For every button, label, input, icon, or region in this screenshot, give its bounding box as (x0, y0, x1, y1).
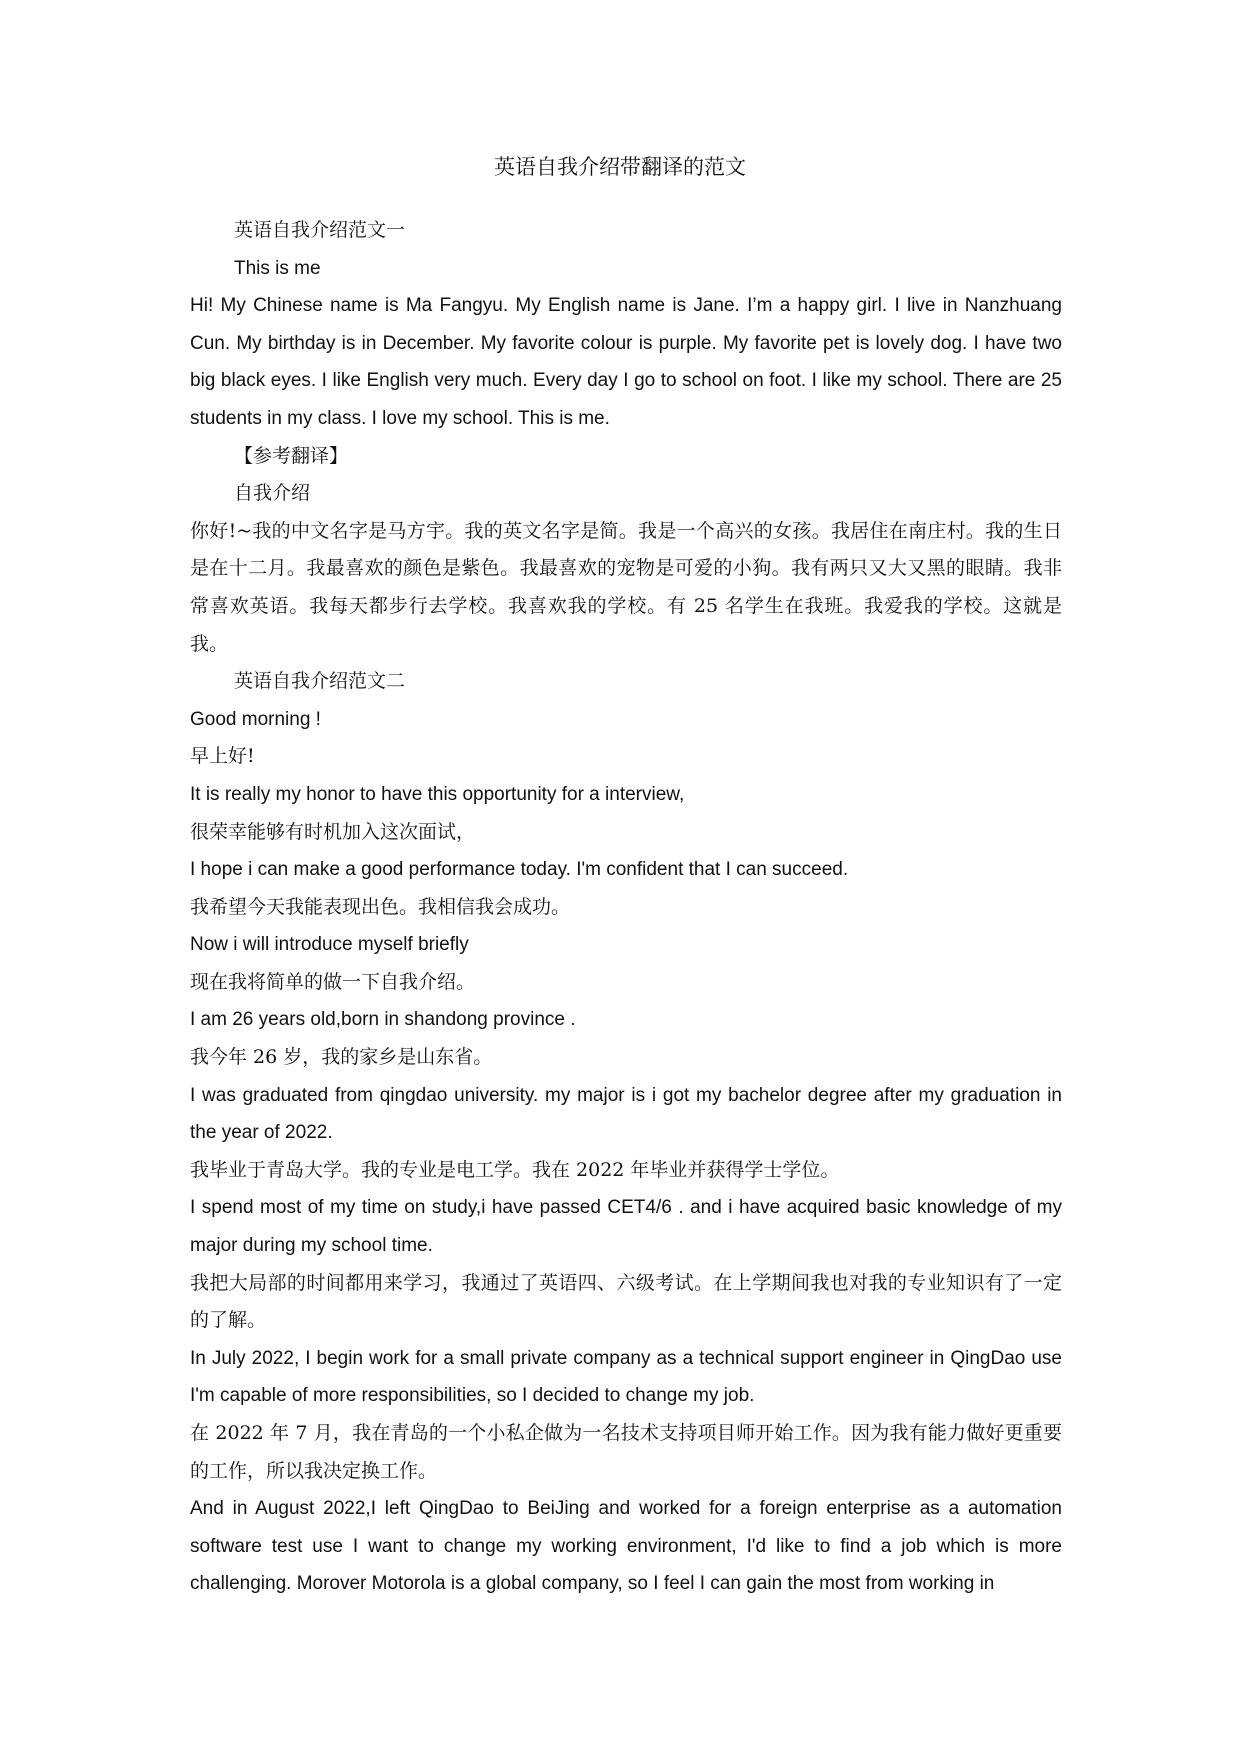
paragraph: 现在我将简单的做一下自我介绍。 (190, 970, 476, 993)
paragraph: It is really my honor to have this opportunity for a interview, (190, 783, 685, 805)
paragraph: Now i will introduce myself briefly (190, 934, 469, 956)
paragraph: 我把大局部的时间都用来学习，我通过了英语四、六级考试。在上学期间我也对我的专业知识有了一定的了解。 (190, 1271, 1062, 1332)
paragraph: I was graduated from qingdao university. my major is i got my bachelor degree after my graduation in the year of 2022. (190, 1084, 1062, 1144)
paragraph: 你好!~我的中文名字是马方宇。我的英文名字是简。我是一个高兴的女孩。我居住在南庄村。我的生日是在十二月。我最喜欢的颜色是紫色。我最喜欢的宠物是可爱的小狗。我有两只又大又黑的眼睛。我非常喜欢英语。我每天都步行去学校。我喜欢我的学校。有 25 名学生在我班。我爱我的学校。这就是我。 (190, 519, 1062, 655)
document-body (190, 212, 1062, 1603)
paragraph: 早上好! (190, 745, 255, 768)
paragraph: 在 2022 年 7 月，我在青岛的一个小私企做为一名技术支持项目师开始工作。因为我有能力做好更重要的工作，所以我决定换工作。 (190, 1422, 1062, 1482)
paragraph: 我毕业于青岛大学。我的专业是电工学。我在 2022 年毕业并获得学士学位。 (190, 1158, 840, 1181)
paragraph: 英语自我介绍范文二 (234, 670, 406, 693)
paragraph: 自我介绍 (234, 482, 311, 505)
paragraph: 【参考翻译】 (234, 444, 349, 467)
paragraph: I spend most of my time on study,i have passed CET4/6 . and i have acquired basic knowledge of my major during my school time. (190, 1197, 1062, 1257)
paragraph: I am 26 years old,born in shandong province . (190, 1009, 576, 1031)
paragraph: This is me (234, 257, 321, 279)
paragraph: I hope i can make a good performance today. I'm confident that I can succeed. (190, 859, 849, 881)
paragraph: 很荣幸能够有时机加入这次面试， (190, 820, 476, 843)
paragraph: 我今年 26 岁，我的家乡是山东省。 (190, 1046, 493, 1069)
paragraph: Good morning ! (190, 708, 321, 730)
document-title: 英语自我介绍带翻译的范文 (494, 155, 746, 179)
paragraph: And in August 2022,I left QingDao to BeiJing and worked for a foreign enterprise as a automation software test use I want to change my working environment, I'd like to find a job which is more challenging. Morover Motorola is a global company, so I feel I can gain the most from working in (190, 1498, 1062, 1595)
paragraph: 我希望今天我能表现出色。我相信我会成功。 (190, 895, 571, 918)
paragraph: 英语自我介绍范文一 (234, 219, 406, 241)
paragraph: In July 2022, I begin work for a small private company as a technical support engineer in QingDao use I'm capable of more responsibilities, so I decided to change my job. (190, 1347, 1062, 1407)
paragraph: Hi! My Chinese name is Ma Fangyu. My English name is Jane. I’m a happy girl. I live in Nanzhuang Cun. My birthday is in December. My favorite colour is purple. My favorite pet is lovely dog. I have two big black eyes. I like English very much. Every day I go to school on foot. I like my school. There are 25 students in my class. I love my school. This is me. (190, 295, 1062, 429)
